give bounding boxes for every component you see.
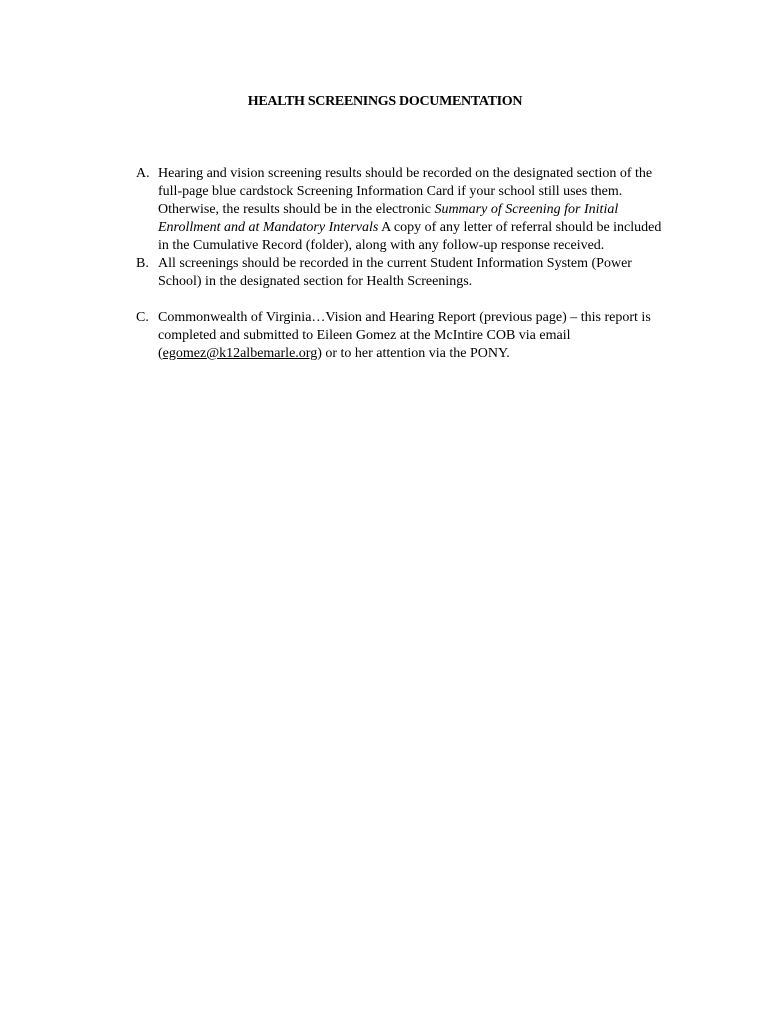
list-marker-c: C. xyxy=(136,310,149,325)
documentation-list xyxy=(136,165,666,363)
item-c-text-part-2: ) or to her attention via the PONY. xyxy=(317,346,510,361)
list-item-b xyxy=(136,255,666,291)
list-item-a xyxy=(136,165,666,255)
list-text-a xyxy=(158,165,666,255)
summary-form-title: Summary of Screening for Initial Enrollment and at Mandatory Intervals xyxy=(158,202,619,235)
list-text-c xyxy=(158,309,666,363)
list-marker-a: A. xyxy=(136,166,150,181)
list-marker-b: B. xyxy=(136,256,149,271)
list-item-c xyxy=(136,309,666,363)
document-title: HEALTH SCREENINGS DOCUMENTATION xyxy=(247,94,523,109)
email-link[interactable]: egomez@k12albemarle.org xyxy=(162,346,318,361)
item-c-text-part-1: Commonwealth of Virginia…Vision and Hearing Report (previous page) – this report is completed and submitted to Eileen Gomez at the McIntire COB via email ( xyxy=(158,310,651,361)
item-a-text-part-2: A copy of any letter of referral should be included in the Cumulative Record (folder), along with any follow-up response received. xyxy=(158,220,662,253)
item-a-text-part-1: Hearing and vision screening results should be recorded on the designated section of the full-page blue cardstock Screening Information Card if your school still uses them. Otherwise, the results should be in the electronic xyxy=(158,166,653,217)
list-text-b: All screenings should be recorded in the current Student Information System (Power School) in the designated section for Health Screenings. xyxy=(158,256,632,289)
